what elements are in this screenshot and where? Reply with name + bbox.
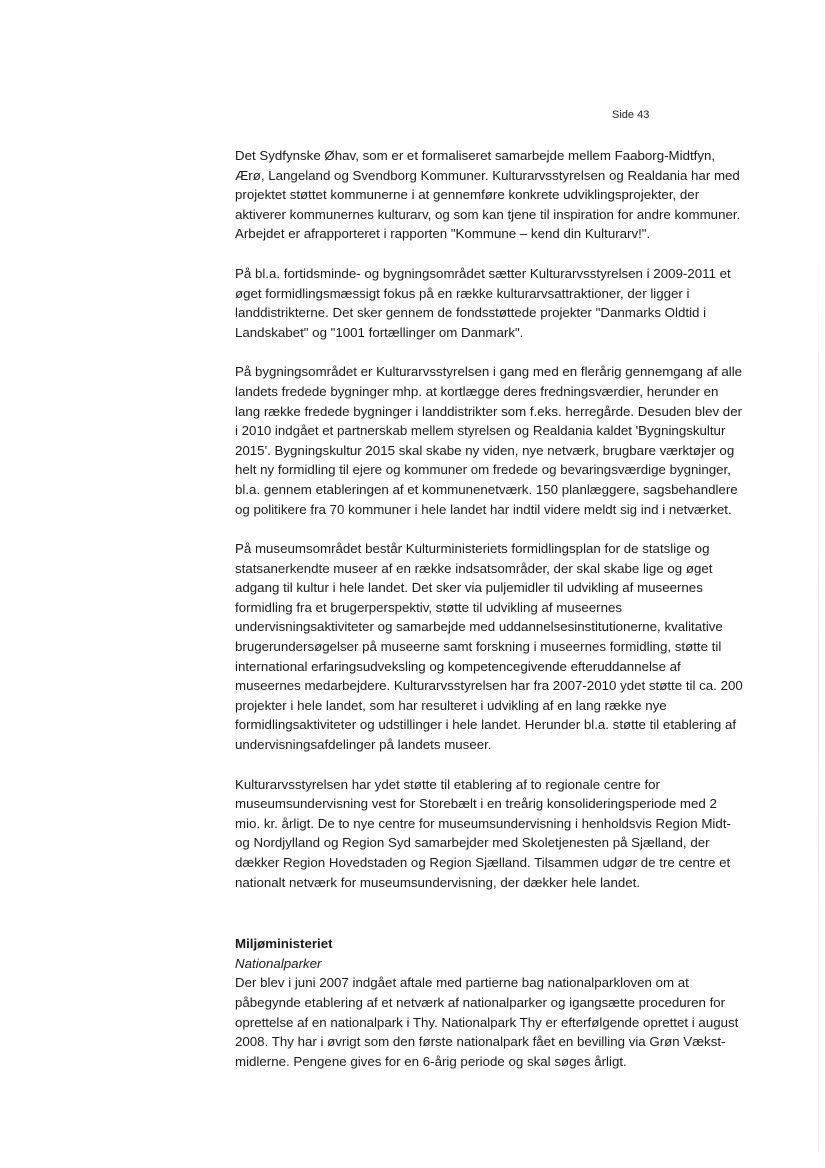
section-subheading: Nationalparker <box>235 955 322 971</box>
paragraph-bygningsomradet: På bygningsområdet er Kulturarvsstyrelsen i gang med en flerårig gennemgang af alle landets fredede bygninger mhp. at kortlægge deres fredningsværdier, herunder en lang række fredede bygninger i landdistrikter som f.eks. herregårde. Desuden blev der i 2010 indgået et partnerskab mellem styrelsen og Realdania kaldet 'Bygningskultur 2015'. Bygningskultur 2015 skal skabe ny viden, nye netværk, brugbare værktøjer og helt ny formidling til ejere og kommuner om fredede og bevaringsværdige bygninger, bl.a. gennem etableringen af et kommunenetværk. 150 planlæggere, sagsbehandlere og politikere fra 70 kommuner i hele landet har indtil videre meldt sig ind i netværket. <box>235 364 743 517</box>
page-number: Side 43 <box>612 109 650 121</box>
section-spacer <box>235 892 745 913</box>
paragraph-formidling-landdistrikter: På bl.a. fortidsminde- og bygningsområdet sætter Kulturarvsstyrelsen i 2009-2011 et øget formidlingsmæssigt fokus på en række kulturarvsattraktioner, der ligger i landdistrikterne. Det sker gennem de fondsstøttede projekter "Danmarks Oldtid i Landskabet" og "1001 fortællinger om Danmark". <box>235 265 731 340</box>
paragraph-museumsundervisning: Kulturarvsstyrelsen har ydet støtte til etablering af to regionale centre for museumsundervisning vest for Storebælt i en treårig konsolideringsperiode med 2 mio. kr. årligt. De to nye centre for museumsundervisning i henholdsvis Region Midt- og Nordjylland og Region Syd samarbejder med Skoletjenesten på Sjælland, der dækker Region Hovedstaden og Region Sjælland. Tilsammen udgør de tre centre et nationalt netværk for museumsundervisning, der dækker hele landet. <box>235 776 731 890</box>
section-spacer <box>235 913 745 934</box>
document-body <box>235 146 745 1091</box>
scan-edge-shadow <box>818 210 819 1150</box>
paragraph-nationalparker: Der blev i juni 2007 indgået aftale med partierne bag nationalparkloven om at påbegynde etablering af et netværk af nationalparker og igangsætte proceduren for oprettelse af en nationalpark i Thy. Nationalpark Thy er efterfølgende oprettet i august 2008. Thy har i øvrigt som den første nationalpark fået en bevilling via Grøn Vækst-midlerne. Pengene gives for en 6-årig periode og skal søges årligt. <box>235 975 739 1069</box>
paragraph-sydfynske-ohav: Det Sydfynske Øhav, som er et formaliseret samarbejde mellem Faaborg-Midtfyn, Ærø, Langeland og Svendborg Kommuner. Kulturarvsstyrelsen og Realdania har med projektet støttet kommunerne i at gennemføre konkrete udviklingsprojekter, der aktiverer kommunernes kulturarv, og som kan tjene til inspiration for andre kommuner. Arbejdet er afrapporteret i rapporten "Kommune – kend din Kulturarv!". <box>235 148 741 242</box>
section-heading: Miljøministeriet <box>235 936 333 952</box>
paragraph-museumsomradet: På museumsområdet består Kulturministeriets formidlingsplan for de statslige og statsanerkendte museer af en række indsatsområder, der skal skabe lige og øget adgang til kultur i hele landet. Det sker via puljemidler til udvikling af museernes formidling fra et brugerperspektiv, støtte til udvikling af museernes undervisningsaktiviteter og samarbejde med uddannelsesinstitutionerne, kvalitative brugerundersøgelser på museerne samt forskning i museernes formidling, støtte til international erfaringsudveksling og kompetencegivende efteruddannelse af museernes medarbejdere. Kulturarvsstyrelsen har fra 2007-2010 ydet støtte til ca. 200 projekter i hele landet, som har resulteret i udvikling af en lang række nye formidlingsaktiviteter og udstillinger i hele landet. Herunder bl.a. støtte til etablering af undervisningsafdelinger på landets museer. <box>235 541 743 753</box>
